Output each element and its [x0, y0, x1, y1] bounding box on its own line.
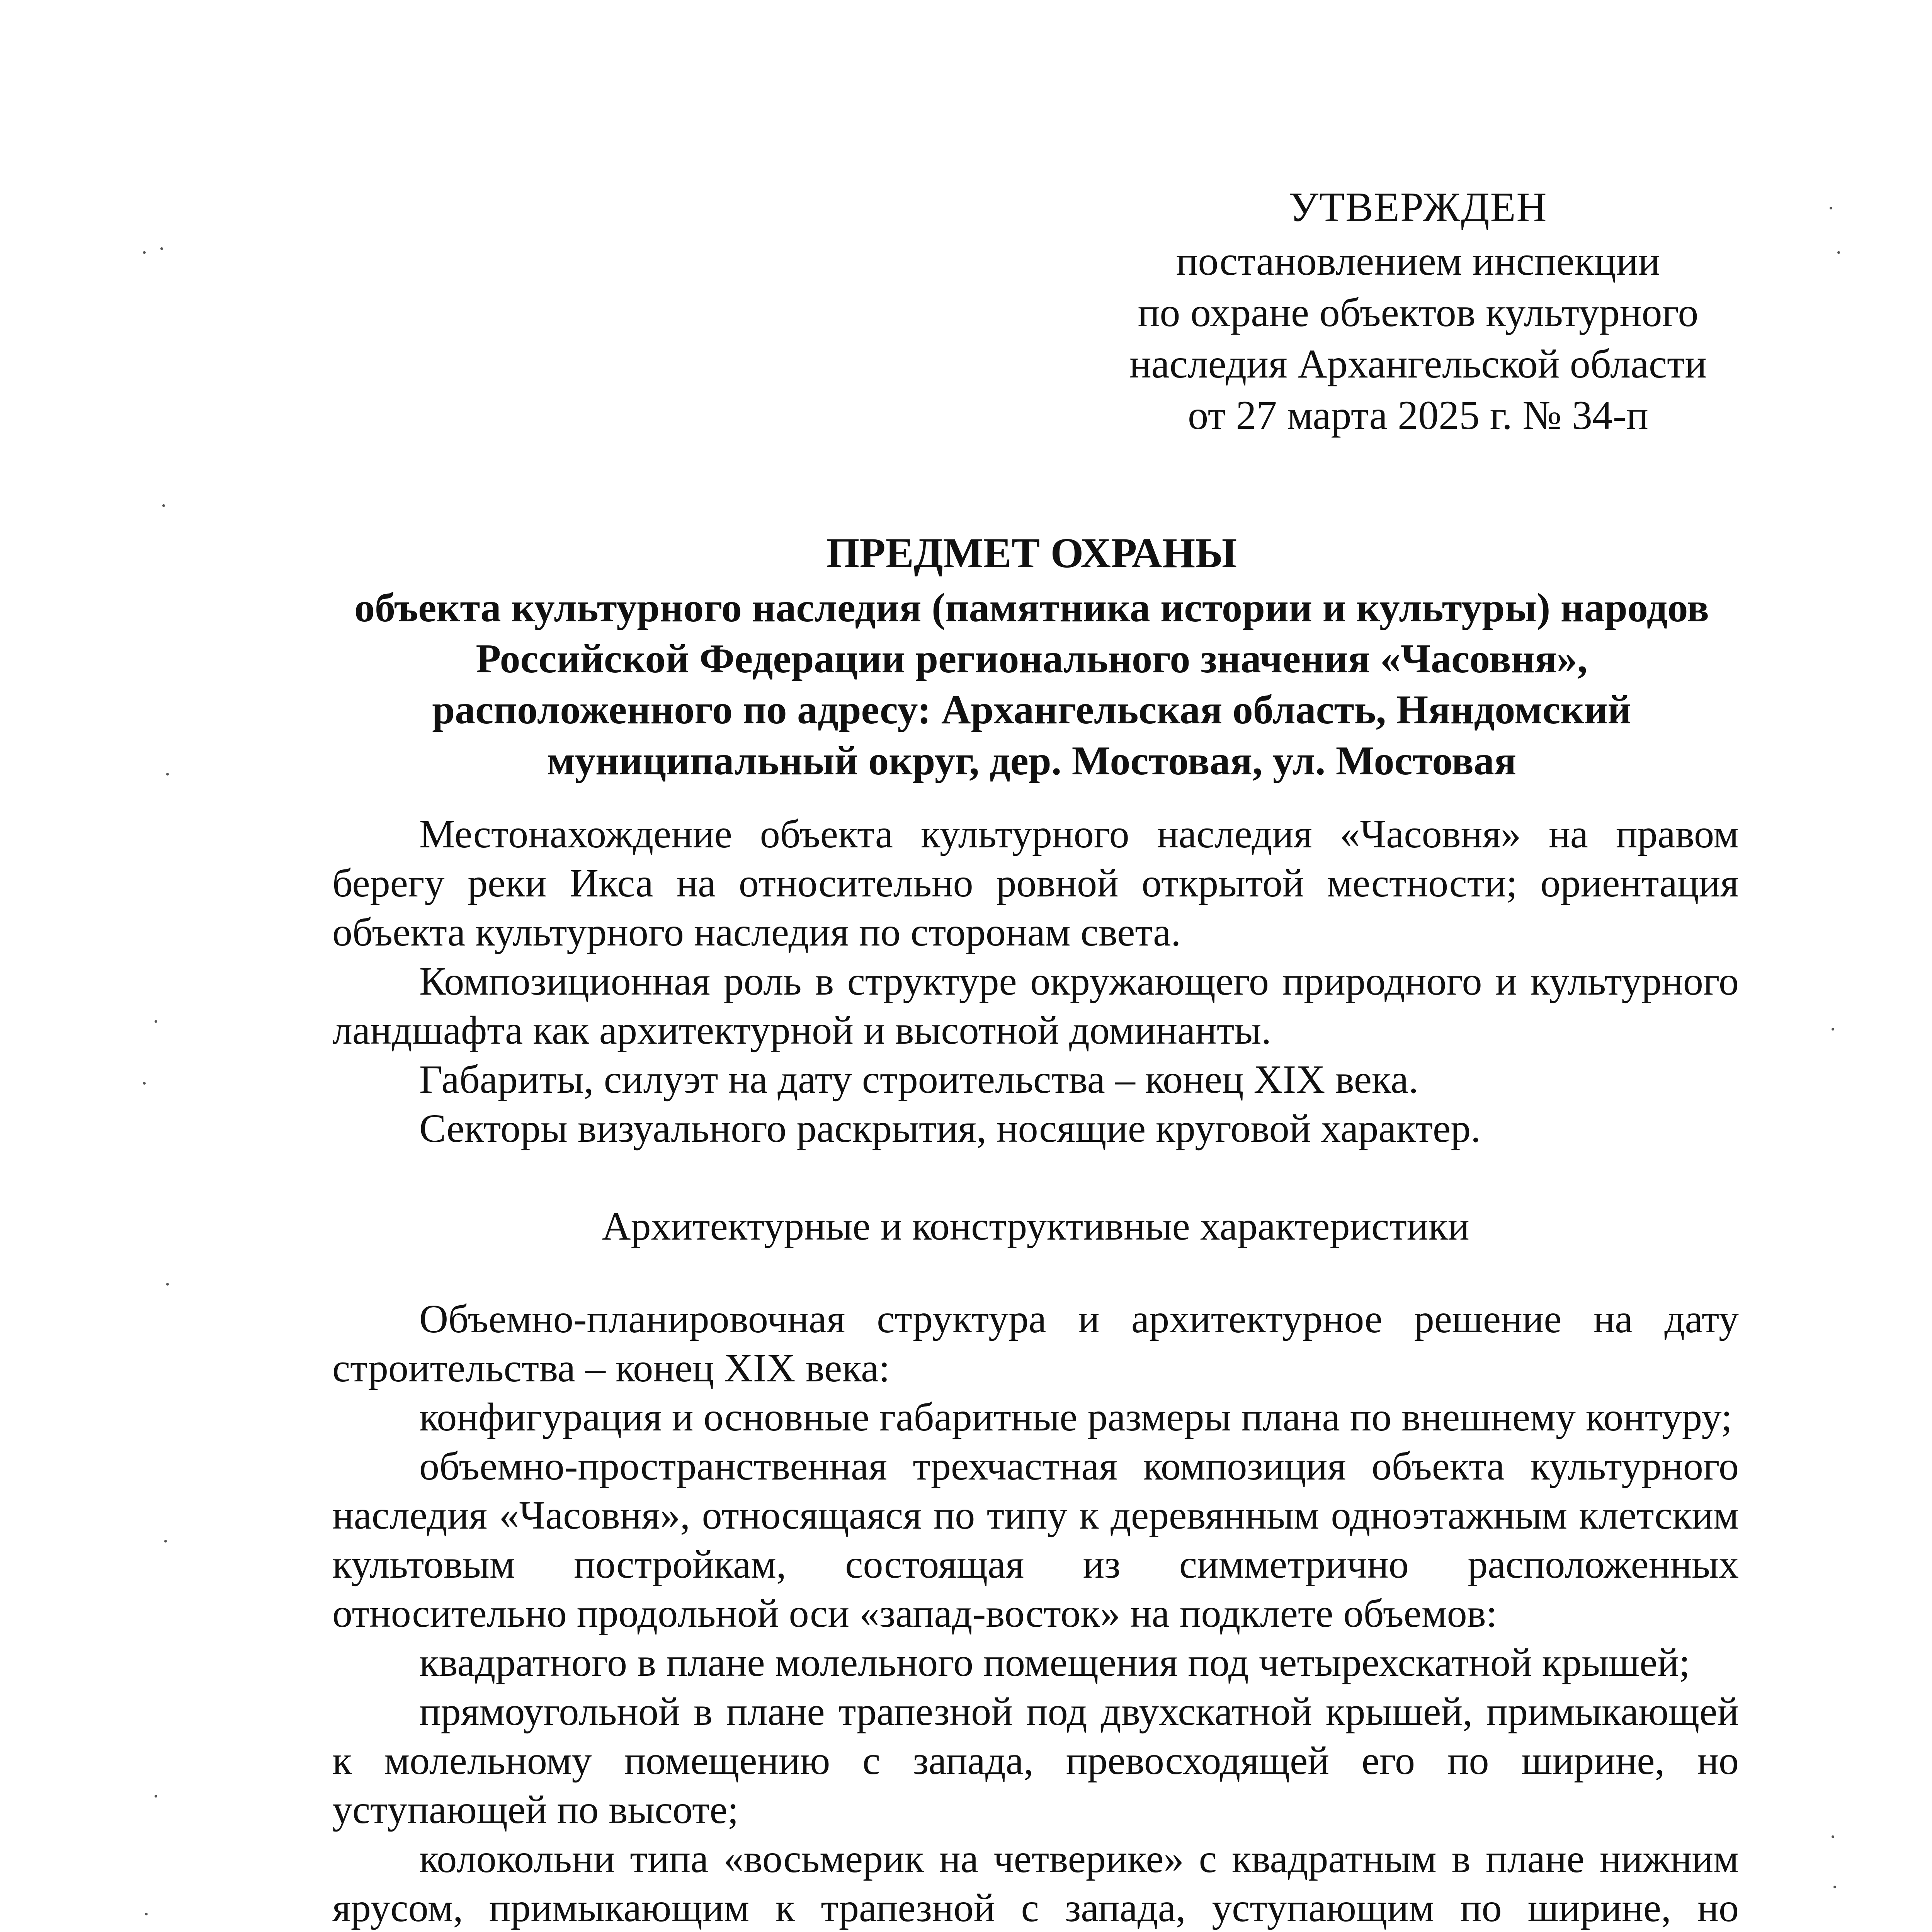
paragraph: Габариты, силуэт на дату строительства – конец XIX века.: [419, 1057, 1419, 1102]
heading-line: расположенного по адресу: Архангельская область, Няндомский: [432, 687, 1631, 732]
heading-title: ПРЕДМЕТ ОХРАНЫ: [826, 529, 1237, 577]
scan-speck: [1833, 1886, 1836, 1888]
paragraph: прямоугольной в плане трапезной под двухскатной крышей, примыкающей к молельному помещению с запада, превосходящей его по ширине, но уступающей по высоте;: [332, 1689, 1739, 1832]
section-title: Архитектурные и конструктивные характеристики: [602, 1204, 1469, 1248]
scan-speck: [160, 247, 163, 250]
heading-line: Российской Федерации регионального значения «Часовня»,: [476, 636, 1588, 681]
paragraph: Местонахождение объекта культурного наследия «Часовня» на правом берегу реки Икса на относительно ровной открытой местности; ориентация объекта культурного наследия по сторонам света.: [332, 812, 1739, 954]
document-heading: [294, 527, 1770, 786]
paragraph: Секторы визуального раскрытия, носящие круговой характер.: [419, 1106, 1481, 1151]
heading-line: муниципальный округ, дер. Мостовая, ул. Мостовая: [547, 738, 1517, 783]
paragraph: конфигурация и основные габаритные размеры плана по внешнему контуру;: [419, 1395, 1733, 1439]
paragraph: Объемно-планировочная структура и архитектурное решение на дату строительства – конец XIX века:: [332, 1297, 1739, 1390]
scan-speck: [162, 504, 165, 507]
paragraph: Композиционная роль в структуре окружающего природного и культурного ландшафта как архитектурной и высотной доминанты.: [332, 959, 1739, 1053]
approval-stamp-block: [1090, 182, 1747, 441]
scan-speck: [1837, 251, 1840, 254]
approval-date: от 27 марта 2025 г. № 34-п: [1188, 393, 1648, 438]
paragraph: колокольни типа «восьмерик на четверике» с квадратным в плане нижним ярусом, примыкающим к трапезной с запада, уступающим по ширине, но: [332, 1837, 1739, 1930]
approval-title: УТВЕРЖДЕН: [1289, 184, 1548, 230]
scan-speck: [164, 1540, 167, 1543]
scan-speck: [166, 773, 169, 776]
intro-text: [332, 810, 1739, 1153]
scan-speck: [1832, 1835, 1834, 1838]
heading-line: объекта культурного наследия (памятника истории и культуры) народов: [354, 585, 1709, 630]
scan-speck: [143, 1082, 146, 1085]
scan-speck: [166, 1283, 169, 1286]
paragraph: объемно-пространственная трехчастная композиция объекта культурного наследия «Часовня», относящаяся по типу к деревянным одноэтажным клетским культовым постройкам, состоящая из симметрично расположенных относительно продольной оси «запад-восток» на подклете объемов:: [332, 1444, 1739, 1636]
approval-line: по охране объектов культурного: [1138, 290, 1699, 335]
scan-speck: [155, 1020, 157, 1023]
approval-line: наследия Архангельской области: [1129, 341, 1707, 386]
paragraph: квадратного в плане молельного помещения под четырехскатной крышей;: [419, 1640, 1690, 1685]
scan-speck: [143, 251, 146, 254]
scan-speck: [145, 1913, 148, 1915]
scan-speck: [155, 1795, 157, 1798]
approval-line: постановлением инспекции: [1176, 238, 1660, 284]
scan-speck: [1832, 1028, 1834, 1031]
scan-speck: [1830, 207, 1832, 209]
section-text: [332, 1294, 1739, 1932]
